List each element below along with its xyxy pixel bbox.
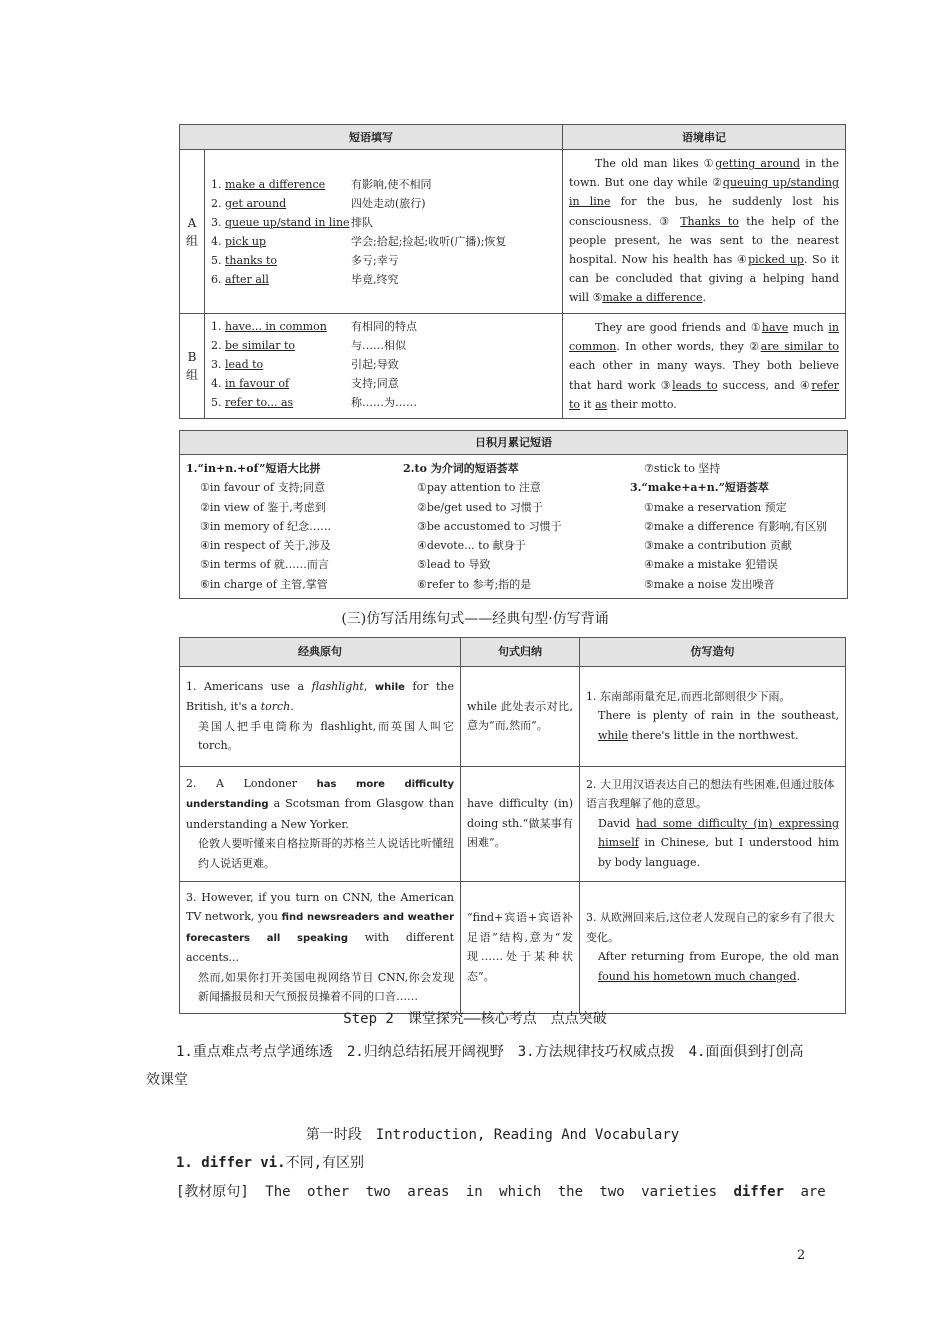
- sentence-row: [180, 666, 846, 766]
- accum-item: ③be accustomed to 习惯于: [417, 519, 562, 533]
- sentence-row: [180, 766, 846, 881]
- phrase-fill-header: 短语填写: [180, 125, 563, 150]
- accum-item: ④devote... to 献身于: [417, 539, 526, 553]
- text-run: much: [788, 321, 829, 334]
- text-run: in Chinese, but I understood him by body language.: [598, 836, 839, 869]
- phrase-en: [211, 270, 351, 289]
- phrase-cn: 四处走动(旅行): [351, 196, 426, 210]
- text-run: . So it can be concluded that giving a helping hand will ⑤: [569, 253, 840, 305]
- text-run: success, and ④: [717, 378, 812, 392]
- phrase-cn: 称……为……: [351, 396, 417, 409]
- phrase-num: 4.: [211, 377, 225, 390]
- phrase-text: have... in common: [225, 320, 327, 333]
- group-b-context: [563, 314, 846, 419]
- accum-item: ④make a mistake 犯错误: [644, 558, 778, 572]
- original-sentence: [186, 774, 454, 835]
- accum-item: ⑤in terms of 就……而言: [200, 558, 329, 572]
- underlined-answer: Thanks to: [680, 214, 739, 228]
- phrase-num: 3.: [211, 358, 225, 371]
- original-translation: 然而,如果你打开美国电视网络节目 CNN,你会发现新闻播报员和天气预报员操着不同的口音……: [198, 970, 454, 1003]
- text-run: They are good friends and ①: [595, 321, 762, 334]
- original-sentence: [186, 888, 454, 968]
- accum-item: ⑥in charge of 主管,掌管: [200, 577, 328, 591]
- underlined-answer: are similar to: [760, 340, 839, 354]
- accum-col-2: [403, 459, 620, 594]
- phrase-num: 1.: [211, 320, 225, 333]
- pattern-cell: have difficulty (in) doing sth.“做某事有困难”。: [461, 766, 580, 881]
- accum-item: ①make a reservation 预定: [644, 500, 787, 514]
- phrase-cn: 与……相似: [351, 339, 406, 352]
- word-entry: 1. differ vi.不同,有区别: [176, 1155, 365, 1171]
- text-run: the help of the people present, he was sent to the nearest hospital. Now his health has ④: [569, 214, 839, 267]
- phrase-row: [211, 251, 556, 270]
- imitation-cell: [580, 666, 846, 766]
- underlined-answer: queuing up/standing in line: [569, 176, 839, 209]
- phrase-text: refer to... as: [225, 396, 294, 409]
- phrase-cn: 引起;导致: [351, 358, 399, 371]
- sentence-table: [179, 637, 846, 1014]
- phrase-cn: 学会;拾起;捡起;收听(广播);恢复: [351, 234, 507, 248]
- accum-col-3: [620, 459, 847, 594]
- text-run: 2. A Londoner: [186, 776, 317, 790]
- sentence-row: [180, 881, 846, 1013]
- underlined-answer: while: [598, 728, 629, 742]
- phrase-cn: 多亏;幸亏: [351, 253, 399, 267]
- group-a-phrase-list: [205, 150, 563, 314]
- text-run: there's little in the northwest.: [628, 728, 799, 742]
- text-run: There is plenty of rain in the southeast,: [598, 709, 839, 723]
- phrase-num: 6.: [211, 272, 225, 286]
- phrase-en: [211, 336, 351, 355]
- text-run: with different accents...: [186, 930, 455, 964]
- original-sentence-cell: [180, 666, 461, 766]
- pattern-cell: while 此处表示对比,意为“而,然而”。: [461, 666, 580, 766]
- imitation-cell: [580, 766, 846, 881]
- accum-item: ③in memory of 纪念……: [200, 519, 332, 533]
- original-sentence: [186, 677, 454, 717]
- text-run: their motto.: [607, 397, 677, 411]
- phrase-text: thanks to: [225, 253, 277, 267]
- accum-item: ④in respect of 关于,涉及: [200, 539, 331, 553]
- group-a-context: [563, 150, 846, 314]
- text-run: for the bus, he suddenly lost his consciousness. ③: [569, 195, 839, 228]
- text-run: it: [580, 397, 595, 411]
- phrase-text: queue up/stand in line: [225, 215, 350, 229]
- imitation-cell: [580, 881, 846, 1013]
- phrase-cn: 支持;同意: [351, 377, 399, 390]
- underlined-answer: found his hometown much changed: [598, 969, 797, 983]
- pattern-cell: “find+宾语+宾语补足语”结构,意为“发现……处于某种状态”。: [461, 881, 580, 1013]
- text-run: in the town. But one day while ②: [569, 157, 839, 190]
- accumulate-title: 日积月累记短语: [180, 431, 847, 455]
- phrase-num: 5.: [211, 253, 225, 267]
- accum-item: ①pay attention to 注意: [417, 481, 541, 495]
- phrase-en: [211, 355, 351, 374]
- step-2-paragraph: 1.重点难点考点学通练透 2.归纳总结拓展开阔视野 3.方法规律技巧权威点拨 4.面面俱到打创高效课堂: [146, 1044, 804, 1088]
- phrase-text: make a difference: [225, 177, 326, 191]
- accum-item: ②in view of 鉴于,考虑到: [200, 500, 326, 514]
- text-run: .: [796, 969, 801, 983]
- italic-word: flashlight: [311, 679, 364, 693]
- text-run: . In other words, they ②: [616, 340, 761, 354]
- imitation-sentence: [586, 947, 839, 986]
- phrase-row: [211, 213, 556, 232]
- accum-col-1-title: 1.“in+n.+of”短语大比拼: [186, 462, 321, 475]
- bold-key: has more difficulty understanding: [186, 778, 454, 811]
- accum-col-3-title: 3.“make+a+n.”短语荟萃: [630, 481, 769, 495]
- bold-key: find newsreaders and weather forecasters all speaking: [186, 912, 454, 944]
- accum-item: ⑤make a noise 发出噪音: [644, 577, 775, 591]
- original-translation: 美国人把手电筒称为 flashlight,而英国人叫它 torch。: [198, 719, 454, 752]
- phrase-en: [211, 393, 351, 412]
- accum-col-1: [186, 459, 403, 594]
- text-run: .: [290, 700, 294, 713]
- text-run: 1. Americans use a: [186, 679, 312, 693]
- bold-key: while: [374, 681, 405, 693]
- phrase-cn: 有相同的特点: [351, 320, 417, 333]
- accum-item: ⑤lead to 导致: [417, 558, 491, 572]
- imitation-sentence: [586, 706, 839, 745]
- accum-item: ②be/get used to 习惯于: [417, 500, 543, 514]
- text-run: a Scotsman from Glasgow than understanding a New Yorker.: [186, 797, 454, 831]
- phrase-en: [211, 317, 351, 336]
- lesson-title: 第一时段 Introduction, Reading And Vocabulary: [305, 1127, 680, 1143]
- original-translation: 伦敦人要听懂来自格拉斯哥的苏格兰人说话比听懂纽约人说话更难。: [198, 837, 454, 870]
- phrase-text: after all: [225, 272, 269, 286]
- context-memory-header: 语境串记: [563, 125, 846, 150]
- phrase-text: pick up: [225, 234, 267, 248]
- underlined-answer: as: [594, 397, 608, 411]
- accum-col-2-title: 2.to 为介词的短语荟萃: [403, 462, 519, 475]
- header-imitation: 仿写造句: [580, 638, 846, 667]
- phrase-row: [211, 374, 556, 393]
- imitation-chinese: 2. 大卫用汉语表达自己的想法有些困难,但通过肢体语言我理解了他的意思。: [586, 777, 835, 811]
- text-run: for the British, it's a: [186, 679, 455, 713]
- page-number: 2: [797, 1248, 806, 1263]
- phrase-en: [211, 194, 351, 213]
- accum-item: ②make a difference 有影响,有区别: [644, 519, 827, 533]
- phrase-num: 2.: [211, 196, 225, 210]
- text-run: After returning from Europe, the old man: [598, 950, 839, 963]
- phrase-row: [211, 355, 556, 374]
- underlined-answer: have: [761, 321, 789, 334]
- text-run: The old man likes ①: [595, 157, 716, 170]
- group-b-phrase-list: [205, 314, 563, 419]
- accum-item: ⑥refer to 参考;指的是: [417, 577, 532, 591]
- group-a-label: A 组: [180, 150, 205, 314]
- header-original: 经典原句: [180, 638, 461, 667]
- accum-item: ③make a contribution 贡献: [644, 539, 792, 553]
- phrase-cn: 毕竟,终究: [351, 272, 399, 286]
- step-2-title: Step 2 课堂探究——核心考点 点点突破: [343, 1011, 607, 1027]
- phrase-row: [211, 336, 556, 355]
- phrase-text: get around: [225, 196, 287, 210]
- phrase-cn: 有影响,使不相同: [351, 177, 432, 191]
- phrase-row: [211, 232, 556, 251]
- textbook-sentence: [教材原句] The other two areas in which the two varieties differ are: [176, 1184, 826, 1200]
- phrase-en: [211, 175, 351, 194]
- phrase-num: 4.: [211, 234, 225, 248]
- phrase-row: [211, 393, 556, 412]
- phrase-text: in favour of: [225, 377, 290, 390]
- phrase-cn: 排队: [351, 215, 373, 229]
- underlined-answer: had some difficulty (in) expressing himself: [598, 816, 839, 850]
- phrase-row: [211, 270, 556, 289]
- accum-col-3-first: ⑦stick to 坚持: [644, 462, 721, 475]
- phrase-num: 1.: [211, 177, 225, 191]
- imitation-chinese: 3. 从欧洲回来后,这位老人发现自己的家乡有了很大变化。: [586, 911, 835, 944]
- text-run: ,: [363, 679, 375, 693]
- group-b-label: B 组: [180, 314, 205, 419]
- underlined-answer: picked up: [748, 253, 804, 267]
- text-run: David: [598, 816, 637, 830]
- phrase-table: [179, 124, 846, 419]
- phrase-en: [211, 251, 351, 270]
- phrase-row: [211, 194, 556, 213]
- phrase-num: 2.: [211, 339, 225, 352]
- phrase-text: be similar to: [225, 339, 296, 352]
- phrase-en: [211, 374, 351, 393]
- section-3-title: (三)仿写活用练句式——经典句型·仿写背诵: [341, 611, 609, 627]
- phrase-num: 5.: [211, 396, 225, 409]
- original-sentence-cell: [180, 766, 461, 881]
- header-pattern: 句式归纳: [461, 638, 580, 667]
- phrase-en: [211, 213, 351, 232]
- underlined-answer: refer to: [569, 378, 839, 411]
- phrase-en: [211, 232, 351, 251]
- text-run: .: [702, 291, 706, 305]
- original-sentence-cell: [180, 881, 461, 1013]
- imitation-chinese: 1. 东南部雨量充足,而西北部则很少下雨。: [586, 689, 791, 703]
- accumulate-phrases-box: [179, 430, 848, 599]
- phrase-text: lead to: [225, 358, 264, 371]
- phrase-row: [211, 175, 556, 194]
- phrase-row: [211, 317, 556, 336]
- imitation-sentence: [586, 814, 839, 873]
- phrase-num: 3.: [211, 215, 225, 229]
- italic-word: torch: [260, 700, 291, 713]
- underlined-answer: leads to: [672, 378, 718, 392]
- underlined-answer: make a difference: [602, 291, 703, 305]
- underlined-answer: in common: [569, 321, 839, 354]
- accum-item: ①in favour of 支持;同意: [200, 481, 326, 495]
- text-run: 3. However, if you turn on CNN, the American TV network, you: [186, 890, 454, 923]
- underlined-answer: getting around: [715, 157, 801, 170]
- text-run: each other in many ways. They both believe that hard work ③: [569, 359, 839, 392]
